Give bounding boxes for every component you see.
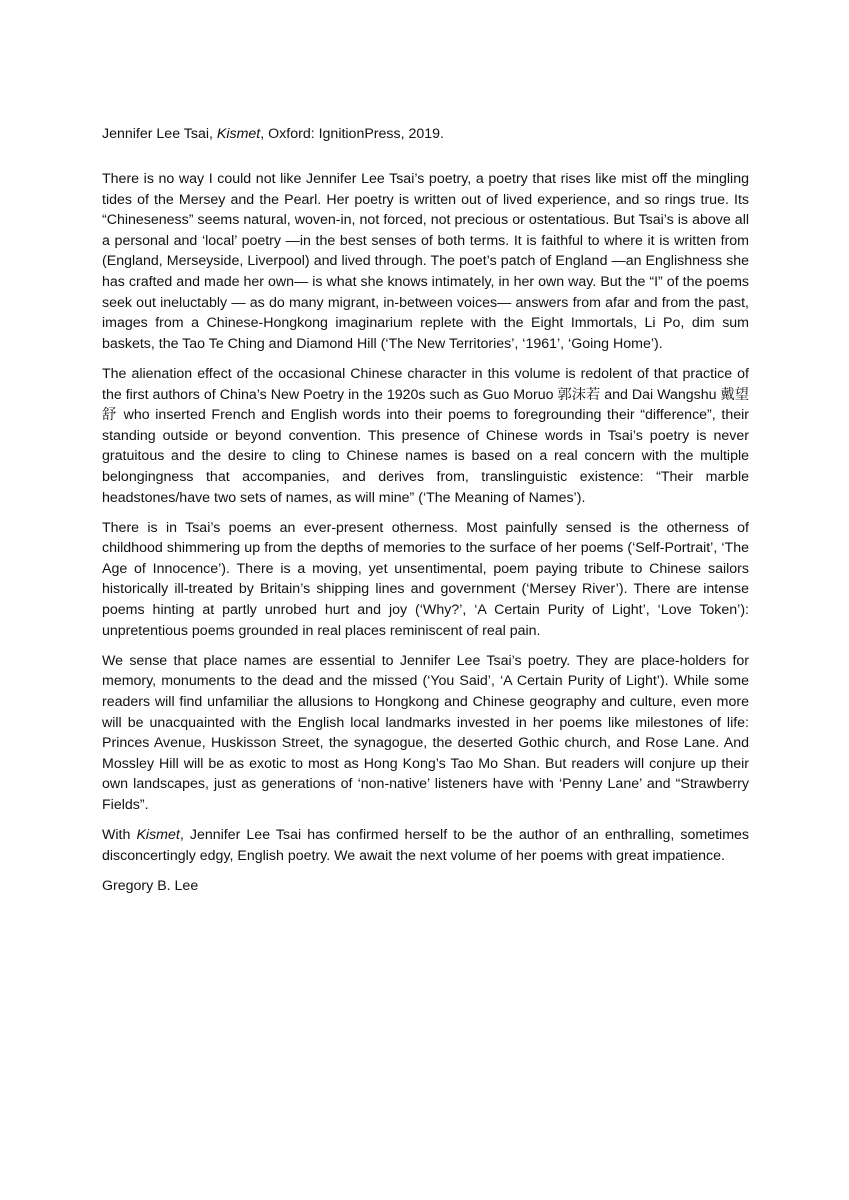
paragraph-2-text-a: The alienation effect of the occasional Chinese character in this volume is redolent of that practice of the first authors of China’s New Poetry in the 1920s such as Guo Moruo xyxy=(102,365,749,403)
citation-book-title: Kismet xyxy=(216,126,261,143)
citation-author: Jennifer Lee Tsai, xyxy=(102,126,217,143)
review-body xyxy=(102,169,749,897)
paragraph-5-text-a: With xyxy=(102,827,137,844)
book-citation xyxy=(102,124,752,145)
paragraph-2-text-c: who inserted French and English words into their poems to foregrounding their “difference”, their standing outside or beyond convention. This presence of Chinese words in Tsai’s poetry is never gratuitous and the desire to cling to Chinese names is based on a real concern with the multiple belongingness that accompanies, and derives from, translinguistic existence: “Their marble headstones/have two sets of names, as will mine” (‘The Meaning of Names’). xyxy=(102,407,749,506)
paragraph-5-book-title: Kismet xyxy=(136,827,180,844)
review-paragraph-5 xyxy=(102,825,749,866)
paragraph-5-text-b: , Jennifer Lee Tsai has confirmed herself to be the author of an enthralling, sometimes disconcertingly edgy, English poetry. We await the next volume of her poems with great impatience. xyxy=(102,827,749,864)
review-paragraph-3: There is in Tsai’s poems an ever-present otherness. Most painfully sensed is the otherness of childhood shimmering up from the depths of memories to the surface of her poems (‘Self-Portrait’, ‘The Age of Innocence’). There is a moving, yet unsentimental, poem paying tribute to Chinese sailors historically ill-treated by Britain’s shipping lines and government (‘Mersey River’). There are intense poems hinting at partly unrobed hurt and joy (‘Why?’, ‘A Certain Purity of Light’, ‘Love Token’): unpretentious poems grounded in real places reminiscent of real pain. xyxy=(102,519,749,639)
paragraph-2-text-b: and Dai Wangshu xyxy=(600,386,721,403)
chinese-name-dai-wangshu: 戴望舒 xyxy=(102,386,749,424)
review-paragraph-2 xyxy=(102,364,749,508)
review-paragraph-4: We sense that place names are essential to Jennifer Lee Tsai’s poetry. They are place-holders for memory, monuments to the dead and the missed (‘You Said’, ‘A Certain Purity of Light’). While some readers will find unfamiliar the allusions to Hongkong and Chinese geography and culture, even more will be unacquainted with the English local landmarks invested in her poems like milestones of life: Princes Avenue, Huskisson Street, the synagogue, the deserted Gothic church, and Rose Lane. And Mossley Hill will be as exotic to most as Hong Kong’s Tao Mo Shan. But readers will conjure up their own landscapes, just as generations of ‘non-native’ listeners have with ‘Penny Lane’ and “Strawberry Fields”. xyxy=(102,652,749,813)
review-paragraph-1: There is no way I could not like Jennifer Lee Tsai’s poetry, a poetry that rises like mist off the mingling tides of the Mersey and the Pearl. Her poetry is written out of lived experience, and so rings true. Its “Chineseness” seems natural, woven-in, not forced, not precious or ostentatious. But Tsai’s is above all a personal and ‘local’ poetry —in the best senses of both terms. It is faithful to where it is written from (England, Merseyside, Liverpool) and lived through. The poet’s patch of England —an Englishness she has crafted and made her own— is what she knows intimately, in her own way. But the “I” of the poems seek out ineluctably — as do many migrant, in-between voices— answers from afar and from the past, images from a Chinese-Hongkong imaginarium replete with the Eight Immortals, Li Po, dim sum baskets, the Tao Te Ching and Diamond Hill (‘The New Territories’, ‘1961’, ‘Going Home’). xyxy=(102,171,749,352)
citation-publisher: , Oxford: IgnitionPress, 2019. xyxy=(260,126,444,143)
chinese-name-guo-moruo: 郭沫若 xyxy=(557,386,601,403)
author-signature: Gregory B. Lee xyxy=(102,877,199,894)
